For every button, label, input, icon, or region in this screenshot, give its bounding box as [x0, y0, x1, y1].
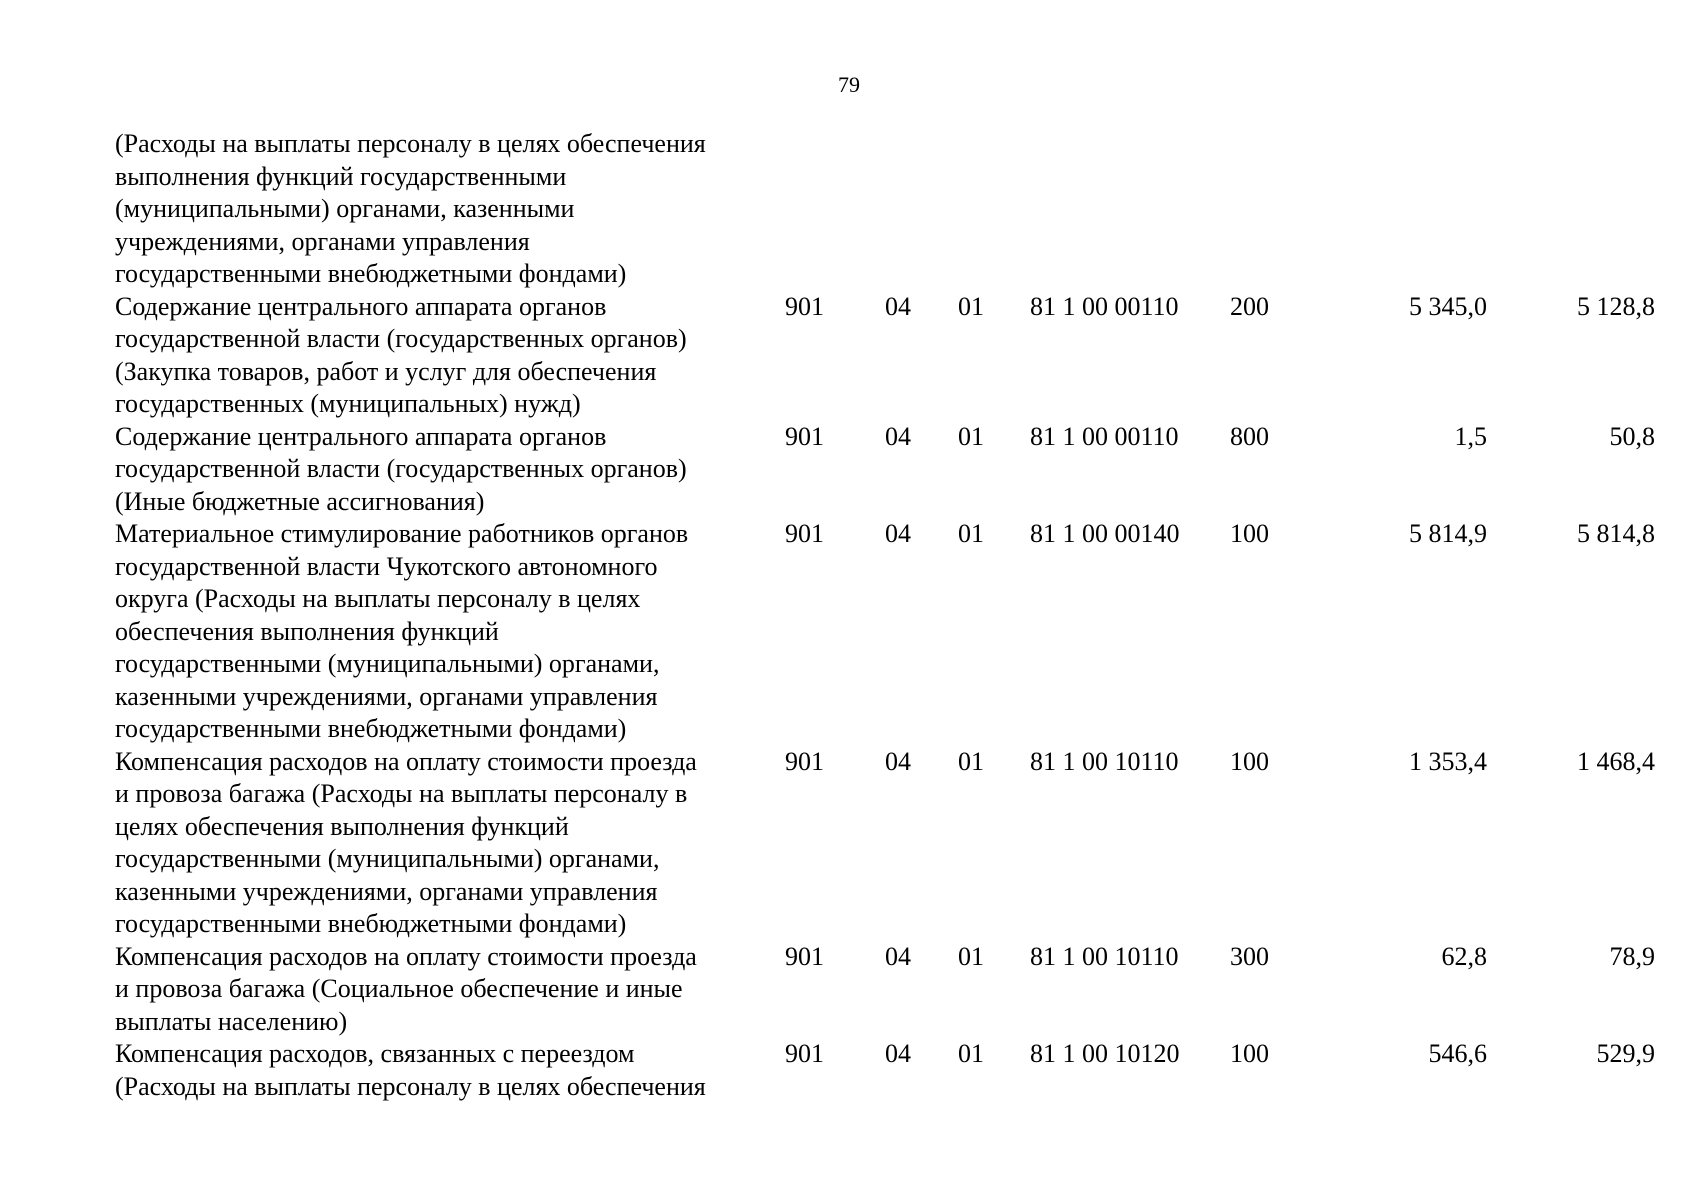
subsection-code: 01 [958, 941, 984, 971]
description-line: (муниципальными) органами, казенными [115, 194, 575, 223]
amount-actual: 50,8 [1609, 421, 1655, 451]
description-line: государственными внебюджетными фондами) [115, 909, 627, 938]
table-row [115, 291, 1655, 421]
description-line: Материальное стимулирование работников органов [115, 519, 689, 548]
expense-type: 300 [1230, 941, 1269, 971]
description-line: государственными (муниципальными) органами, [115, 844, 660, 873]
admin-code: 901 [785, 519, 824, 548]
subsection-code: 01 [958, 1039, 984, 1068]
page-number: 79 [838, 72, 860, 97]
subsection-code: 01 [958, 746, 984, 776]
subsection-code: 01 [958, 291, 984, 321]
description-line: государственной власти Чукотского автономного [115, 551, 658, 581]
admin-code: 901 [785, 746, 824, 776]
admin-code: 901 [785, 291, 824, 321]
section-code: 04 [885, 941, 911, 971]
table-row [115, 128, 1655, 291]
description-line: выплаты населению) [115, 1006, 348, 1036]
admin-code: 901 [785, 941, 824, 971]
description-line: Содержание центрального аппарата органов [115, 421, 607, 451]
target-article: 81 1 00 10110 [1030, 746, 1179, 776]
description-line: государственных (муниципальных) нужд) [115, 389, 581, 418]
amount-actual: 529,9 [1596, 1039, 1655, 1068]
table-row [115, 746, 1655, 941]
amount-plan: 546,6 [1428, 1039, 1487, 1068]
description-line: (Иные бюджетные ассигнования) [115, 486, 485, 516]
description-line: (Расходы на выплаты персоналу в целях обеспечения [115, 1071, 706, 1101]
description-line: и провоза багажа (Социальное обеспечение и иные [115, 974, 683, 1003]
description-line: и провоза багажа (Расходы на выплаты персоналу в [115, 779, 688, 808]
description-line: казенными учреждениями, органами управления [115, 876, 658, 906]
amount-plan: 5 814,9 [1409, 519, 1487, 548]
table-row [115, 1038, 1655, 1103]
table-row [115, 518, 1655, 746]
subsection-code: 01 [958, 519, 984, 548]
description-line: (Расходы на выплаты персоналу в целях обеспечения [115, 129, 706, 158]
description-line: округа (Расходы на выплаты персоналу в целях [115, 584, 641, 613]
admin-code: 901 [785, 421, 824, 451]
expense-type: 800 [1230, 421, 1269, 451]
expense-type: 200 [1230, 291, 1269, 321]
section-code: 04 [885, 519, 911, 548]
amount-plan: 1 353,4 [1409, 746, 1487, 776]
amount-plan: 5 345,0 [1409, 291, 1487, 321]
description-line: государственными внебюджетными фондами) [115, 714, 627, 743]
expense-type: 100 [1230, 1039, 1269, 1068]
description-line: (Закупка товаров, работ и услуг для обеспечения [115, 356, 657, 386]
description-line: целях обеспечения выполнения функций [115, 811, 569, 841]
target-article: 81 1 00 00110 [1030, 421, 1179, 451]
row-description [115, 518, 775, 746]
description-line: учреждениями, органами управления [115, 226, 530, 256]
target-article: 81 1 00 10120 [1030, 1039, 1180, 1068]
description-line: государственной власти (государственных органов) [115, 324, 687, 353]
description-line: Содержание центрального аппарата органов [115, 291, 607, 321]
target-article: 81 1 00 00110 [1030, 291, 1179, 321]
row-description [115, 1038, 775, 1103]
section-code: 04 [885, 421, 911, 451]
target-article: 81 1 00 10110 [1030, 941, 1179, 971]
admin-code: 901 [785, 1039, 824, 1068]
row-description [115, 128, 775, 291]
row-description [115, 291, 775, 421]
amount-actual: 5 814,8 [1577, 519, 1655, 548]
description-line: государственными внебюджетными фондами) [115, 259, 627, 288]
description-line: Компенсация расходов на оплату стоимости проезда [115, 746, 697, 776]
description-line: казенными учреждениями, органами управления [115, 681, 658, 711]
amount-actual: 1 468,4 [1577, 746, 1655, 776]
row-description [115, 746, 775, 941]
description-line: Компенсация расходов на оплату стоимости проезда [115, 941, 697, 971]
description-line: выполнения функций государственными [115, 161, 567, 191]
target-article: 81 1 00 00140 [1030, 519, 1180, 548]
amount-actual: 78,9 [1609, 941, 1655, 971]
section-code: 04 [885, 1039, 911, 1068]
amount-plan: 1,5 [1454, 421, 1487, 451]
amount-actual: 5 128,8 [1577, 291, 1655, 321]
amount-plan: 62,8 [1441, 941, 1487, 971]
description-line: Компенсация расходов, связанных с переездом [115, 1039, 635, 1068]
section-code: 04 [885, 291, 911, 321]
description-line: государственными (муниципальными) органами, [115, 649, 660, 678]
row-description [115, 421, 775, 519]
budget-table [115, 128, 1655, 1103]
description-line: государственной власти (государственных органов) [115, 454, 687, 483]
subsection-code: 01 [958, 421, 984, 451]
expense-type: 100 [1230, 746, 1269, 776]
row-description [115, 941, 775, 1039]
section-code: 04 [885, 746, 911, 776]
description-line: обеспечения выполнения функций [115, 616, 499, 646]
table-row [115, 421, 1655, 519]
table-row [115, 941, 1655, 1039]
expense-type: 100 [1230, 519, 1269, 548]
